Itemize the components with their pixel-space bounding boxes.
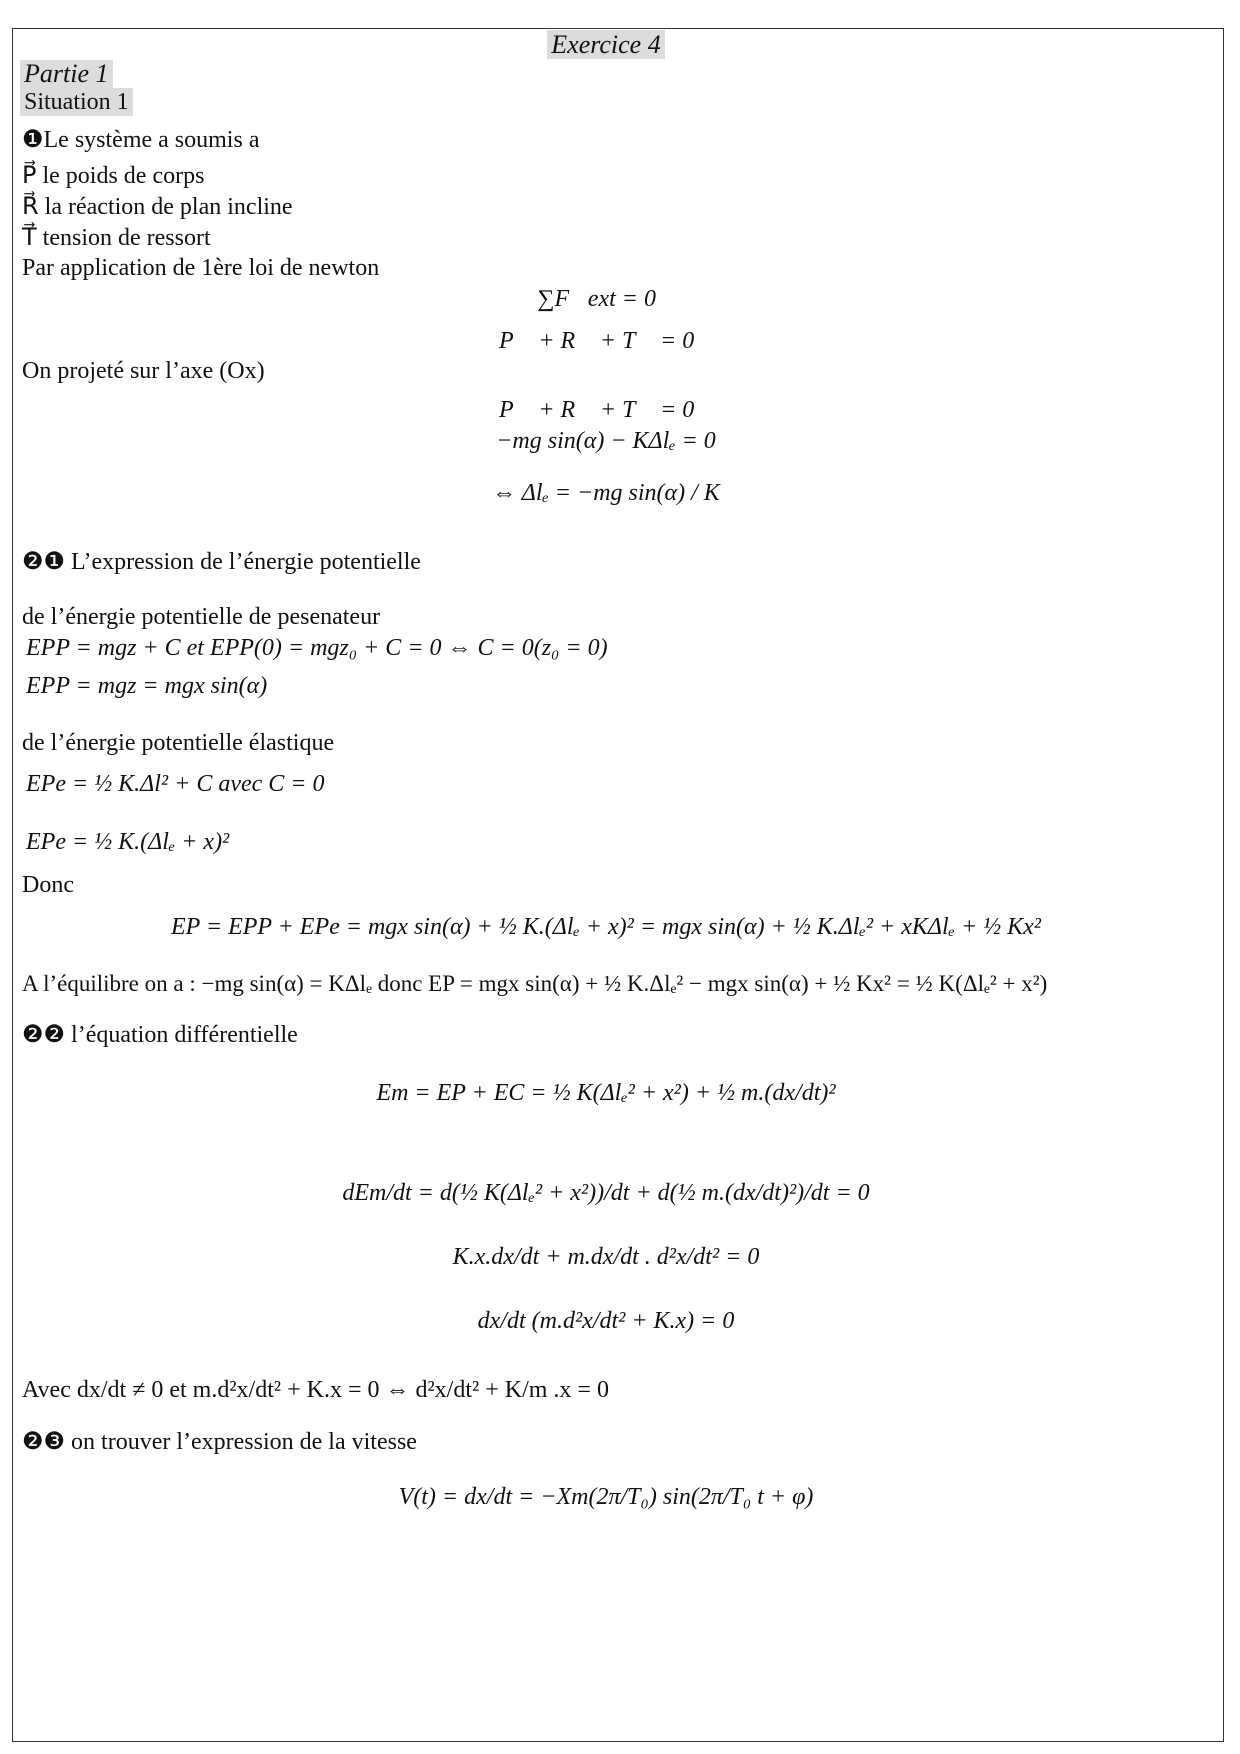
- eq-step-4: dx/dt (m.d²x/dt² + K.x) = 0: [477, 1308, 735, 1334]
- eq-energy-derivative: dEm/dt = d(½ K(Δlₑ² + x²))/dt + d(½ m.(dx/dt)²)/dt = 0: [342, 1180, 870, 1206]
- q22-heading: ❷❷ l’équation différentielle: [22, 1022, 298, 1048]
- avec-equation: Avec dx/dt ≠ 0 et m.d²x/dt² + K.x = 0 ⇔ d²x/dt² + K/m .x = 0: [22, 1377, 609, 1403]
- q1-intro: ❶Le système a soumis a: [22, 127, 260, 153]
- epp-line-1: EPP = mgz + C et EPP(0) = mgz₀ + C = 0 ⇔ C = 0(z₀ = 0): [26, 635, 608, 661]
- force-weight: P⃗ le poids de corps: [22, 163, 205, 189]
- eq-projection: −mg sin(α) − KΔlₑ = 0: [496, 428, 716, 454]
- pesanteur-title: de l’énergie potentielle de pesenateur: [22, 604, 381, 630]
- eq-sum-forces: ∑F⃗ext = 0⃗: [537, 286, 675, 312]
- eq-vector-sum-2: P⃗ + R⃗ + T⃗ = 0⃗: [499, 397, 713, 423]
- epe-line-2: EPe = ½ K.(Δlₑ + x)²: [26, 829, 230, 855]
- ep-total: EP = EPP + EPe = mgx sin(α) + ½ K.(Δlₑ + x)² = mgx sin(α) + ½ K.Δlₑ² + xKΔlₑ + ½ Kx²: [170, 914, 1041, 940]
- epp-line-2: EPP = mgz = mgx sin(α): [26, 673, 268, 699]
- epe-line-1: EPe = ½ K.Δl² + C avec C = 0: [26, 771, 325, 797]
- projection-text: On projeté sur l’axe (Ox): [22, 358, 265, 384]
- donc-text: Donc: [22, 872, 74, 898]
- q21-heading: ❷❶ L’expression de l’énergie potentielle: [22, 549, 421, 575]
- newton-law: Par application de 1ère loi de newton: [22, 255, 380, 281]
- eq-delta-le: ⇔ Δlₑ = −mg sin(α) / K: [492, 480, 720, 506]
- exercise-title-wrap: [0, 30, 1212, 61]
- eq-vitesse: V(t) = dx/dt = −Xm(2π/T₀) sin(2π/T₀ t + φ): [398, 1484, 814, 1510]
- part-title: Partie 1: [20, 60, 113, 88]
- q23-heading: ❷❸ on trouver l’expression de la vitesse: [22, 1429, 417, 1455]
- eq-vector-sum-1: P⃗ + R⃗ + T⃗ = 0⃗: [499, 328, 713, 354]
- eq-step-3: K.x.dx/dt + m.dx/dt . d²x/dt² = 0: [452, 1244, 760, 1270]
- force-reaction: R⃗ la réaction de plan incline: [22, 194, 293, 220]
- situation-title: Situation 1: [20, 88, 133, 116]
- force-tension: T⃗ tension de ressort: [22, 225, 211, 251]
- elastique-title: de l’énergie potentielle élastique: [22, 730, 335, 756]
- eq-mechanical-energy: Em = EP + EC = ½ K(Δlₑ² + x²) + ½ m.(dx/dt)²: [376, 1080, 836, 1106]
- exercise-title: Exercice 4: [547, 30, 664, 59]
- equilibre-text: A l’équilibre on a : −mg sin(α) = KΔlₑ donc EP = mgx sin(α) + ½ K.Δlₑ² − mgx sin(α) + ½ Kx² = ½ K(Δlₑ² + x²): [22, 971, 1048, 996]
